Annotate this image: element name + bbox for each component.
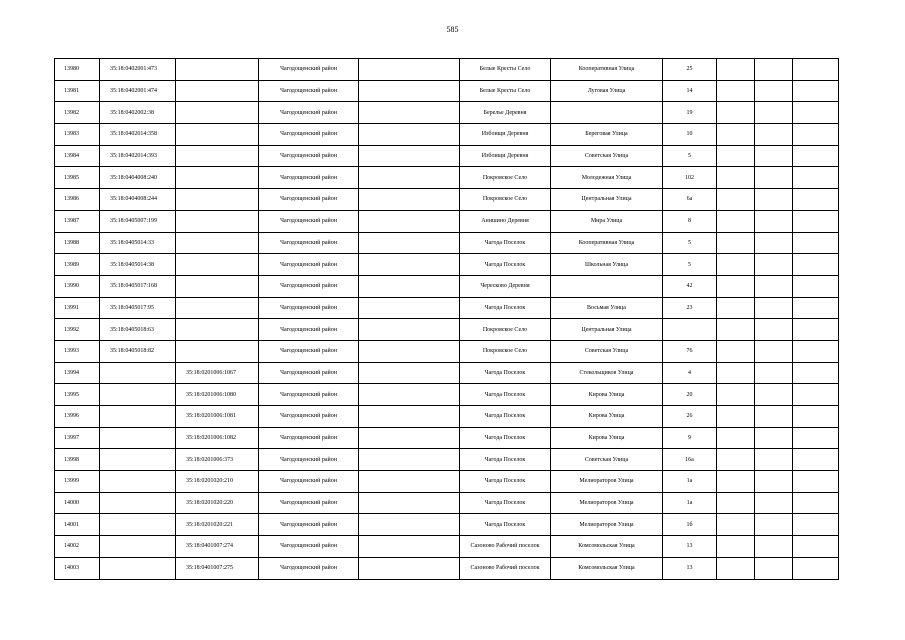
- cell-district: Чагодощенский район: [259, 557, 359, 579]
- cell-empty: [793, 427, 839, 449]
- cell-house: 26: [663, 406, 717, 428]
- cell-empty: [359, 362, 460, 384]
- cell-empty: [755, 449, 793, 471]
- cell-empty: [793, 102, 839, 124]
- table-row: [55, 471, 839, 493]
- cell-settlement: Анишино Деревня: [460, 210, 551, 232]
- cell-cadastral-number-alt: 35:18:0201020:220: [176, 492, 259, 514]
- cell-empty: [793, 340, 839, 362]
- table-row: [55, 297, 839, 319]
- cell-empty: [717, 384, 755, 406]
- cell-house: [663, 319, 717, 341]
- table-row: [55, 189, 839, 211]
- cell-empty: [359, 536, 460, 558]
- cell-empty: [793, 80, 839, 102]
- cell-empty: [717, 80, 755, 102]
- cell-settlement: Чагода Поселок: [460, 427, 551, 449]
- cell-cadastral-number: [100, 427, 176, 449]
- cell-number: 13982: [55, 102, 100, 124]
- cell-number: 13997: [55, 427, 100, 449]
- cell-cadastral-number-alt: 35:18:0201020:210: [176, 471, 259, 493]
- cell-empty: [793, 254, 839, 276]
- cell-district: Чагодощенский район: [259, 297, 359, 319]
- cell-settlement: Чагода Поселок: [460, 471, 551, 493]
- cell-cadastral-number: 35:18:0405017:168: [100, 275, 176, 297]
- cell-house: 102: [663, 167, 717, 189]
- cell-number: 13992: [55, 319, 100, 341]
- table-row: [55, 362, 839, 384]
- cell-house: 6а: [663, 189, 717, 211]
- cell-empty: [359, 254, 460, 276]
- cell-street: Кирова Улица: [551, 427, 663, 449]
- table-row: [55, 340, 839, 362]
- table-row: [55, 80, 839, 102]
- cell-empty: [717, 145, 755, 167]
- cell-house: 8: [663, 210, 717, 232]
- cell-cadastral-number: [100, 492, 176, 514]
- cell-empty: [359, 514, 460, 536]
- cell-number: 14000: [55, 492, 100, 514]
- cell-cadastral-number: 35:18:0402014:393: [100, 145, 176, 167]
- cell-street: Центральная Улица: [551, 319, 663, 341]
- cell-empty: [717, 492, 755, 514]
- table-row: [55, 536, 839, 558]
- cell-district: Чагодощенский район: [259, 275, 359, 297]
- cell-cadastral-number-alt: [176, 167, 259, 189]
- cell-number: 13987: [55, 210, 100, 232]
- cell-district: Чагодощенский район: [259, 514, 359, 536]
- cell-cadastral-number-alt: 35:18:0201006:1082: [176, 427, 259, 449]
- cell-district: Чагодощенский район: [259, 471, 359, 493]
- cell-empty: [717, 232, 755, 254]
- cell-empty: [793, 514, 839, 536]
- cell-empty: [793, 384, 839, 406]
- cell-cadastral-number-alt: [176, 275, 259, 297]
- cell-settlement: Чагода Поселок: [460, 492, 551, 514]
- cell-empty: [755, 340, 793, 362]
- cell-district: Чагодощенский район: [259, 427, 359, 449]
- cell-cadastral-number: [100, 471, 176, 493]
- cell-empty: [755, 254, 793, 276]
- cell-street: Мелиораторов Улица: [551, 471, 663, 493]
- table-row: [55, 59, 839, 81]
- cell-street: Мелиораторов Улица: [551, 514, 663, 536]
- cell-empty: [793, 492, 839, 514]
- cell-empty: [359, 297, 460, 319]
- cell-street: Школьная Улица: [551, 254, 663, 276]
- table-row: [55, 254, 839, 276]
- cell-empty: [755, 319, 793, 341]
- cell-house: 4: [663, 362, 717, 384]
- cell-number: 13991: [55, 297, 100, 319]
- cell-settlement: Чагода Поселок: [460, 514, 551, 536]
- cell-empty: [359, 406, 460, 428]
- cell-empty: [359, 384, 460, 406]
- cell-empty: [359, 557, 460, 579]
- cell-district: Чагодощенский район: [259, 102, 359, 124]
- cell-settlement: Покровское Село: [460, 319, 551, 341]
- cell-house: 1б: [663, 514, 717, 536]
- cell-empty: [717, 536, 755, 558]
- cell-empty: [359, 319, 460, 341]
- cell-number: 13986: [55, 189, 100, 211]
- cell-empty: [359, 427, 460, 449]
- cell-house: 14: [663, 80, 717, 102]
- cell-empty: [755, 427, 793, 449]
- cell-number: 13995: [55, 384, 100, 406]
- cell-settlement: Белые Кресты Село: [460, 59, 551, 81]
- cell-empty: [359, 471, 460, 493]
- cell-street: Кирова Улица: [551, 406, 663, 428]
- cell-street: Береговая Улица: [551, 124, 663, 146]
- cell-empty: [755, 492, 793, 514]
- cell-empty: [717, 59, 755, 81]
- cell-cadastral-number: [100, 536, 176, 558]
- cell-house: 10: [663, 124, 717, 146]
- table-row: [55, 275, 839, 297]
- cell-empty: [793, 210, 839, 232]
- cell-house: 13: [663, 536, 717, 558]
- cell-cadastral-number-alt: [176, 124, 259, 146]
- cell-house: 1а: [663, 471, 717, 493]
- cell-street: Мира Улица: [551, 210, 663, 232]
- cell-number: 13998: [55, 449, 100, 471]
- cell-empty: [359, 59, 460, 81]
- cell-cadastral-number-alt: [176, 297, 259, 319]
- cell-settlement: Чагода Поселок: [460, 232, 551, 254]
- cell-cadastral-number: [100, 406, 176, 428]
- cell-cadastral-number: 35:18:0405007:199: [100, 210, 176, 232]
- cell-district: Чагодощенский район: [259, 124, 359, 146]
- cell-empty: [755, 145, 793, 167]
- table-row: [55, 557, 839, 579]
- cell-empty: [755, 557, 793, 579]
- cell-empty: [755, 406, 793, 428]
- cell-district: Чагодощенский район: [259, 406, 359, 428]
- cell-settlement: Чагода Поселок: [460, 254, 551, 276]
- cell-empty: [717, 189, 755, 211]
- cell-cadastral-number: [100, 514, 176, 536]
- cell-district: Чагодощенский район: [259, 167, 359, 189]
- cell-settlement: Чагода Поселок: [460, 362, 551, 384]
- cell-cadastral-number-alt: 35:18:0201006:1081: [176, 406, 259, 428]
- cell-number: 14002: [55, 536, 100, 558]
- cell-empty: [755, 189, 793, 211]
- cell-district: Чагодощенский район: [259, 449, 359, 471]
- cell-street: Советская Улица: [551, 145, 663, 167]
- cell-street: Комсомольская Улица: [551, 536, 663, 558]
- cell-settlement: Избоищи Деревня: [460, 145, 551, 167]
- cell-house: 13: [663, 557, 717, 579]
- cell-settlement: Чагода Поселок: [460, 449, 551, 471]
- cell-empty: [755, 384, 793, 406]
- cell-district: Чагодощенский район: [259, 145, 359, 167]
- cell-empty: [755, 536, 793, 558]
- cell-street: Центральная Улица: [551, 189, 663, 211]
- table-row: [55, 492, 839, 514]
- cell-empty: [359, 275, 460, 297]
- cell-house: 9: [663, 427, 717, 449]
- cell-cadastral-number: 35:18:0402001:473: [100, 59, 176, 81]
- cell-empty: [717, 427, 755, 449]
- cell-street: Советская Улица: [551, 449, 663, 471]
- cell-empty: [717, 362, 755, 384]
- cell-street: Восьмая Улица: [551, 297, 663, 319]
- cell-settlement: Чагода Поселок: [460, 297, 551, 319]
- cell-number: 13989: [55, 254, 100, 276]
- cell-settlement: Сазоново Рабочий поселок: [460, 536, 551, 558]
- cell-cadastral-number-alt: [176, 145, 259, 167]
- cell-empty: [717, 471, 755, 493]
- cell-settlement: Белые Кресты Село: [460, 80, 551, 102]
- cell-empty: [793, 297, 839, 319]
- cell-cadastral-number-alt: [176, 319, 259, 341]
- cell-street: Луговая Улица: [551, 80, 663, 102]
- table-row: [55, 167, 839, 189]
- cell-house: 5: [663, 232, 717, 254]
- cell-empty: [755, 362, 793, 384]
- cell-street: Кооперативная Улица: [551, 59, 663, 81]
- cell-settlement: Чагода Поселок: [460, 406, 551, 428]
- cell-cadastral-number: 35:18:0405018:82: [100, 340, 176, 362]
- cell-number: 13980: [55, 59, 100, 81]
- cell-empty: [755, 297, 793, 319]
- cell-district: Чагодощенский район: [259, 492, 359, 514]
- table-row: [55, 319, 839, 341]
- cell-cadastral-number: [100, 449, 176, 471]
- cell-district: Чагодощенский район: [259, 189, 359, 211]
- cell-empty: [793, 59, 839, 81]
- cell-empty: [359, 80, 460, 102]
- cell-empty: [755, 232, 793, 254]
- cell-number: 13996: [55, 406, 100, 428]
- cell-empty: [755, 102, 793, 124]
- cell-empty: [755, 210, 793, 232]
- cell-cadastral-number-alt: 35:18:0401007:275: [176, 557, 259, 579]
- cell-district: Чагодощенский район: [259, 384, 359, 406]
- table-row: [55, 514, 839, 536]
- cell-number: 13999: [55, 471, 100, 493]
- cell-street: Советская Улица: [551, 340, 663, 362]
- cell-number: 13983: [55, 124, 100, 146]
- cell-cadastral-number-alt: 35:18:0401007:274: [176, 536, 259, 558]
- cell-cadastral-number: 35:18:0402014:358: [100, 124, 176, 146]
- cell-house: 42: [663, 275, 717, 297]
- cell-district: Чагодощенский район: [259, 232, 359, 254]
- cell-street: [551, 275, 663, 297]
- cell-number: 14003: [55, 557, 100, 579]
- cell-empty: [359, 189, 460, 211]
- cell-street: Комсомольская Улица: [551, 557, 663, 579]
- cell-number: 14001: [55, 514, 100, 536]
- cell-cadastral-number: 35:18:0405014:38: [100, 254, 176, 276]
- cell-cadastral-number: [100, 362, 176, 384]
- cell-empty: [717, 275, 755, 297]
- cell-district: Чагодощенский район: [259, 80, 359, 102]
- cell-empty: [359, 124, 460, 146]
- cell-empty: [717, 297, 755, 319]
- cell-empty: [793, 406, 839, 428]
- table-row: [55, 210, 839, 232]
- cell-district: Чагодощенский район: [259, 362, 359, 384]
- cell-empty: [793, 167, 839, 189]
- cell-cadastral-number-alt: [176, 254, 259, 276]
- cell-house: 16а: [663, 449, 717, 471]
- cell-house: 5: [663, 254, 717, 276]
- cell-empty: [793, 275, 839, 297]
- cell-empty: [755, 59, 793, 81]
- cell-street: Кооперативная Улица: [551, 232, 663, 254]
- cell-district: Чагодощенский район: [259, 59, 359, 81]
- cell-empty: [793, 362, 839, 384]
- cell-number: 13988: [55, 232, 100, 254]
- cell-cadastral-number-alt: 35:18:0201006:373: [176, 449, 259, 471]
- cell-empty: [793, 319, 839, 341]
- cell-settlement: Покровское Село: [460, 340, 551, 362]
- table-row: [55, 124, 839, 146]
- cell-street: Стекольщиков Улица: [551, 362, 663, 384]
- cell-number: 13984: [55, 145, 100, 167]
- cell-empty: [359, 145, 460, 167]
- cell-cadastral-number-alt: [176, 80, 259, 102]
- cell-street: [551, 102, 663, 124]
- cell-cadastral-number-alt: [176, 102, 259, 124]
- cell-empty: [717, 167, 755, 189]
- cell-empty: [717, 254, 755, 276]
- table-row: [55, 384, 839, 406]
- cell-cadastral-number-alt: [176, 189, 259, 211]
- cell-empty: [793, 124, 839, 146]
- cell-empty: [359, 210, 460, 232]
- cell-cadastral-number: 35:18:0404008:240: [100, 167, 176, 189]
- cell-empty: [717, 102, 755, 124]
- cell-empty: [359, 492, 460, 514]
- cell-empty: [359, 449, 460, 471]
- cell-street: Кирова Улица: [551, 384, 663, 406]
- cell-settlement: Чагода Поселок: [460, 384, 551, 406]
- table-row: [55, 406, 839, 428]
- cell-cadastral-number: 35:18:0404008:244: [100, 189, 176, 211]
- cell-settlement: Покровское Село: [460, 167, 551, 189]
- cell-cadastral-number-alt: [176, 59, 259, 81]
- cell-settlement: Чересково Деревня: [460, 275, 551, 297]
- cell-district: Чагодощенский район: [259, 210, 359, 232]
- cell-empty: [755, 124, 793, 146]
- cell-cadastral-number-alt: [176, 210, 259, 232]
- cell-district: Чагодощенский район: [259, 254, 359, 276]
- cell-house: 19: [663, 102, 717, 124]
- cell-empty: [717, 319, 755, 341]
- cell-number: 13994: [55, 362, 100, 384]
- table-row: [55, 102, 839, 124]
- cell-street: Мелиораторов Улица: [551, 492, 663, 514]
- cell-number: 13993: [55, 340, 100, 362]
- page-number: 585: [446, 25, 459, 34]
- cell-cadastral-number: 35:18:0402001:474: [100, 80, 176, 102]
- cell-empty: [793, 557, 839, 579]
- cell-settlement: Избоищи Деревня: [460, 124, 551, 146]
- cell-house: 76: [663, 340, 717, 362]
- cell-empty: [359, 102, 460, 124]
- cell-empty: [793, 145, 839, 167]
- cell-empty: [793, 471, 839, 493]
- cell-empty: [717, 406, 755, 428]
- cell-cadastral-number: 35:18:0405014:33: [100, 232, 176, 254]
- table-row: [55, 427, 839, 449]
- cell-district: Чагодощенский район: [259, 536, 359, 558]
- cell-district: Чагодощенский район: [259, 319, 359, 341]
- cell-number: 13981: [55, 80, 100, 102]
- table-row: [55, 232, 839, 254]
- cell-empty: [755, 514, 793, 536]
- cell-empty: [717, 210, 755, 232]
- cell-street: Молодежная Улица: [551, 167, 663, 189]
- cell-house: 20: [663, 384, 717, 406]
- cell-empty: [755, 275, 793, 297]
- cell-cadastral-number: 35:18:0402002:38: [100, 102, 176, 124]
- cell-cadastral-number-alt: [176, 340, 259, 362]
- cell-house: 1а: [663, 492, 717, 514]
- cell-empty: [359, 232, 460, 254]
- cell-cadastral-number: 35:18:0405018:63: [100, 319, 176, 341]
- cell-district: Чагодощенский район: [259, 340, 359, 362]
- cell-empty: [755, 471, 793, 493]
- cell-cadastral-number-alt: [176, 232, 259, 254]
- table-body: [55, 59, 839, 580]
- cell-empty: [717, 557, 755, 579]
- registry-table: [54, 58, 839, 580]
- cell-cadastral-number: [100, 557, 176, 579]
- cell-empty: [717, 449, 755, 471]
- cell-settlement: Покровское Село: [460, 189, 551, 211]
- cell-settlement: Берелье Деревня: [460, 102, 551, 124]
- cell-empty: [793, 232, 839, 254]
- table-row: [55, 449, 839, 471]
- cell-empty: [717, 514, 755, 536]
- cell-house: 5: [663, 145, 717, 167]
- cell-number: 13990: [55, 275, 100, 297]
- cell-empty: [793, 189, 839, 211]
- cell-empty: [717, 340, 755, 362]
- cell-cadastral-number-alt: 35:18:0201006:1067: [176, 362, 259, 384]
- cell-settlement: Сазоново Рабочий поселок: [460, 557, 551, 579]
- cell-house: 25: [663, 59, 717, 81]
- cell-cadastral-number: 35:18:0405017:95: [100, 297, 176, 319]
- cell-empty: [717, 124, 755, 146]
- cell-empty: [793, 536, 839, 558]
- cell-cadastral-number-alt: 35:18:0201006:1080: [176, 384, 259, 406]
- cell-empty: [755, 80, 793, 102]
- table-row: [55, 145, 839, 167]
- cell-cadastral-number: [100, 384, 176, 406]
- cell-cadastral-number-alt: 35:18:0201020:221: [176, 514, 259, 536]
- cell-empty: [755, 167, 793, 189]
- cell-empty: [793, 449, 839, 471]
- cell-empty: [359, 340, 460, 362]
- cell-house: 23: [663, 297, 717, 319]
- cell-number: 13985: [55, 167, 100, 189]
- cell-empty: [359, 167, 460, 189]
